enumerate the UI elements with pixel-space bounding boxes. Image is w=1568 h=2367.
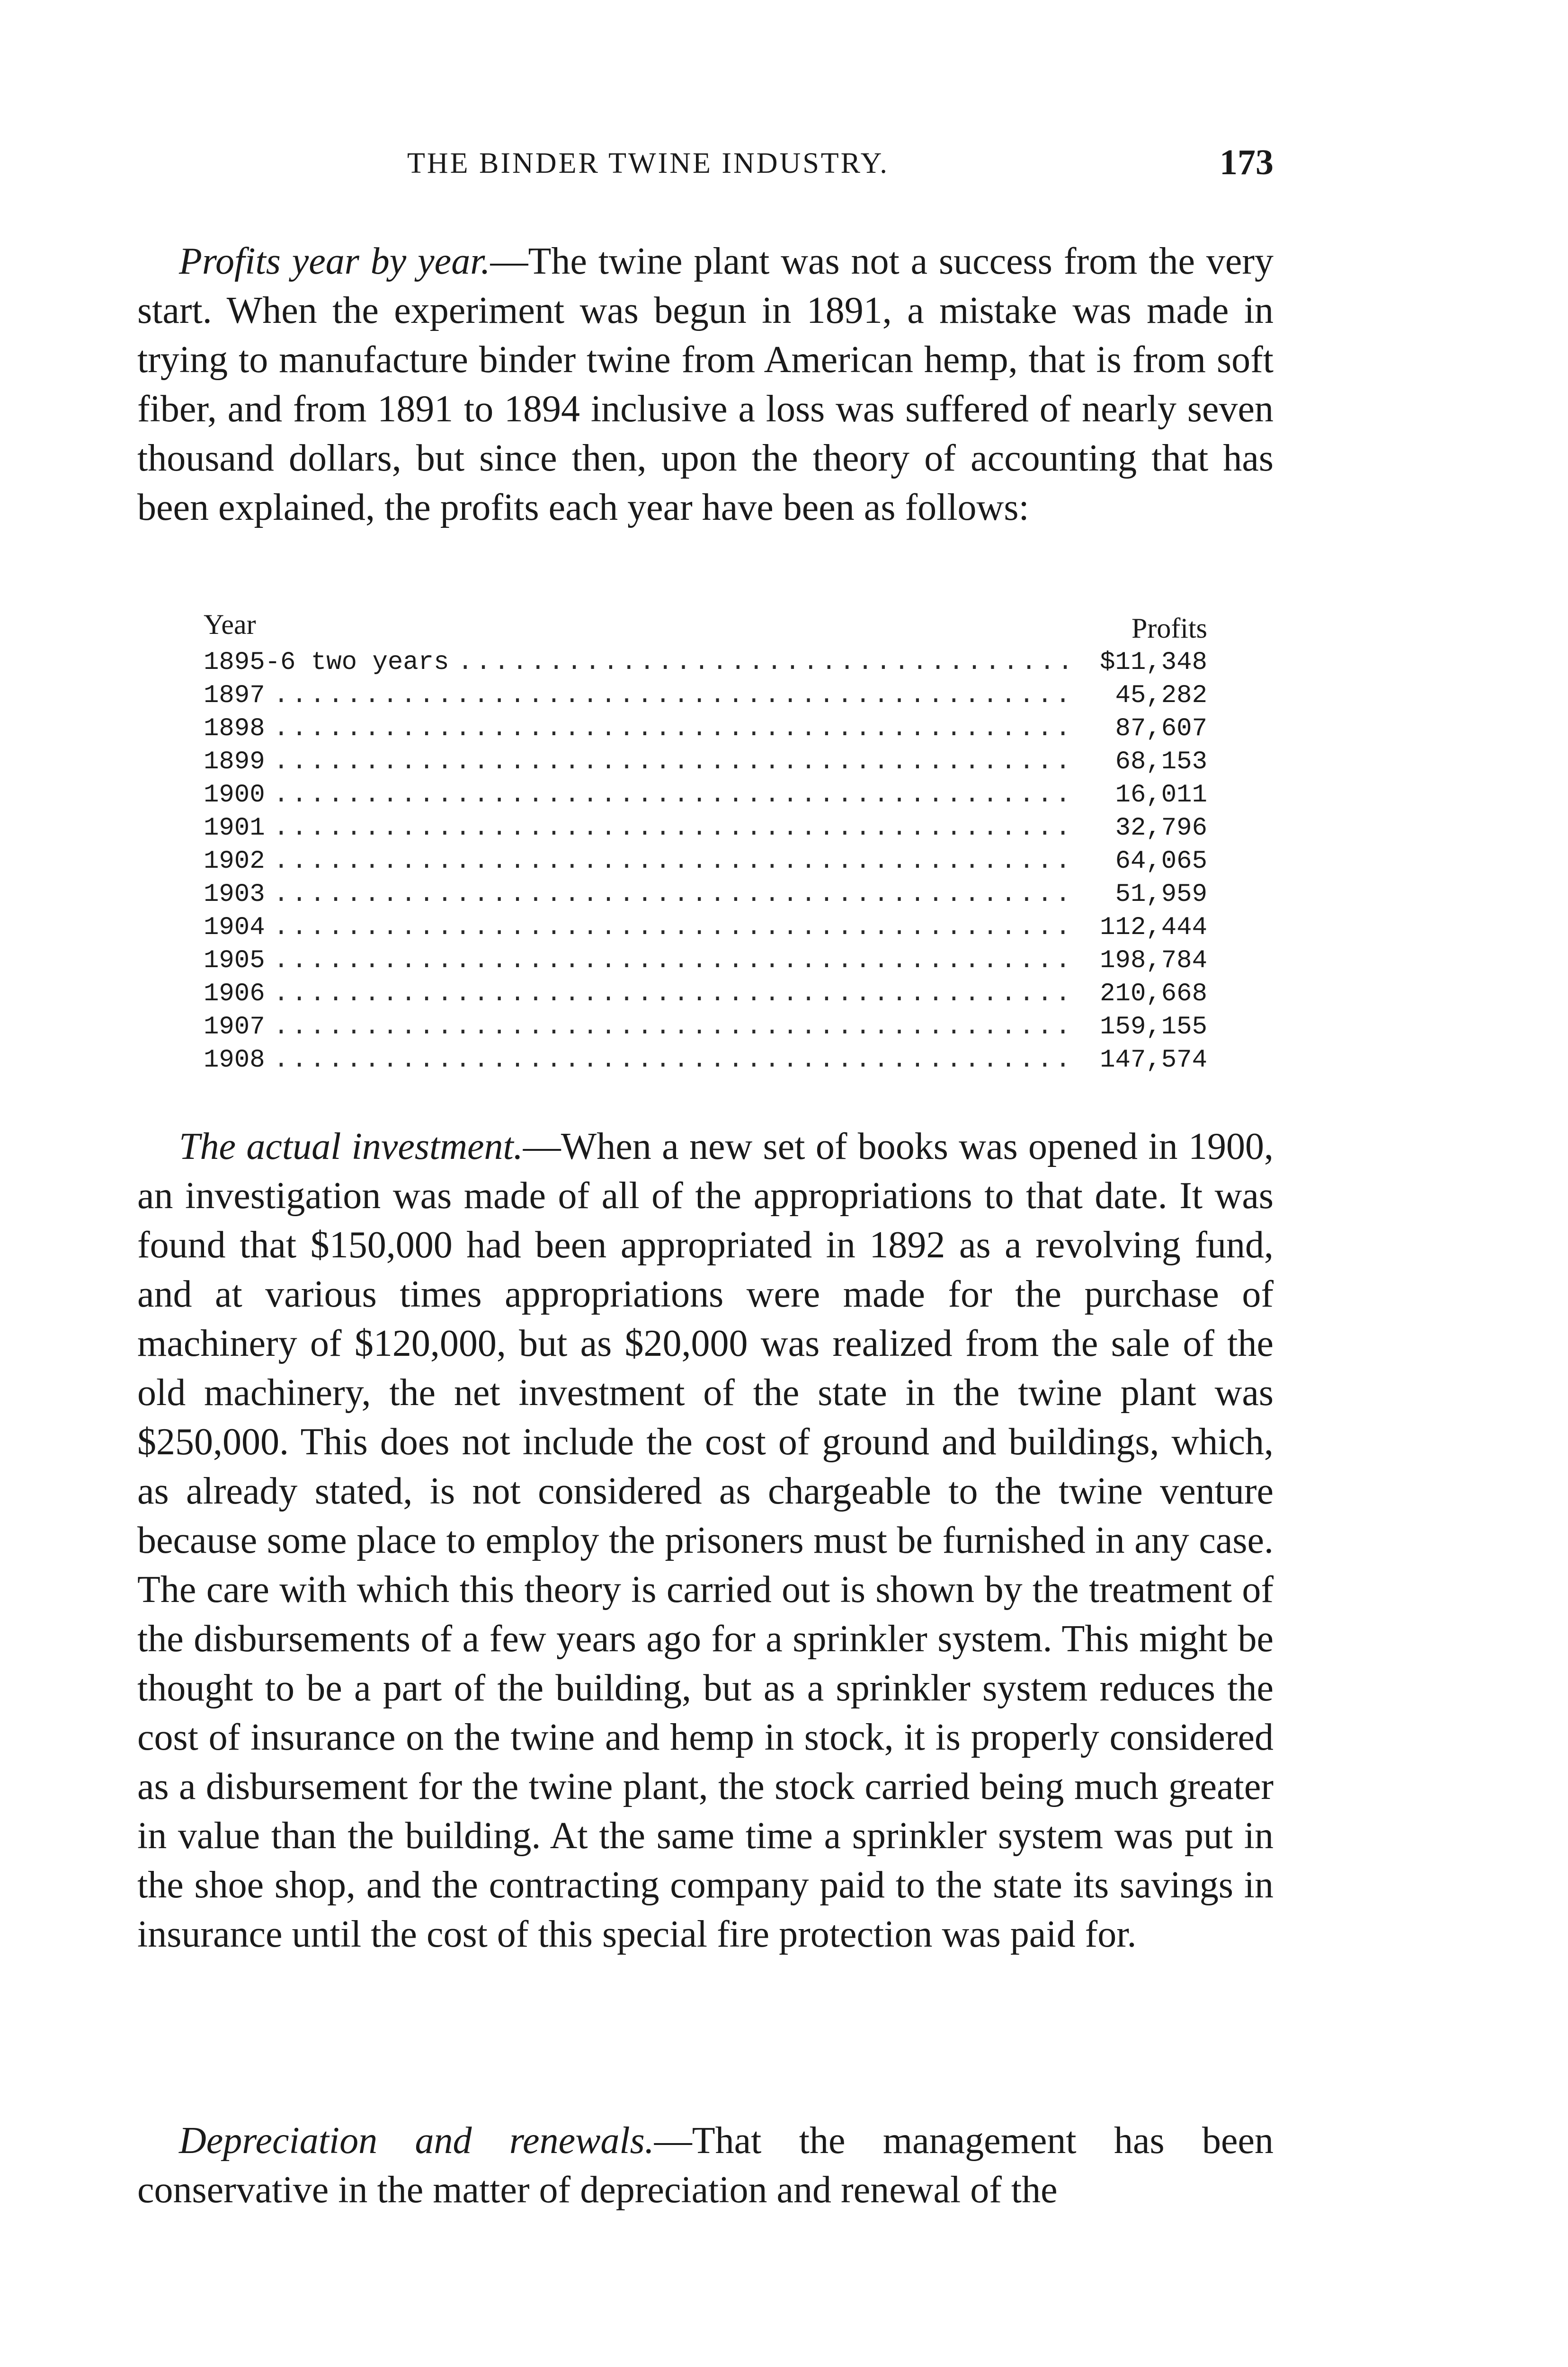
row-year: 1908 <box>204 1046 265 1075</box>
table-row <box>204 746 1207 779</box>
paragraph-text: —That the management has been conservative in the matter of depreciation and renewal of the <box>137 2120 1274 2211</box>
row-year: 1902 <box>204 847 265 876</box>
paragraph-text: —The twine plant was not a success from the very start. When the experiment was begun in 1891, a mistake was made in trying to manufacture binder twine from American hemp, that is from soft fiber, and from 1891 to 1894 inclusive a loss was suffered of nearly seven thousand dollars, but since then, upon the theory of accounting that has been explained, the profits each year have been as follows: <box>137 240 1274 528</box>
page-number: 173 <box>1220 142 1274 182</box>
column-header-profits: Profits <box>1131 613 1207 644</box>
dot-leader <box>274 911 1073 944</box>
dot-leader <box>274 746 1073 779</box>
paragraph-lead: The actual investment. <box>179 1126 523 1167</box>
paragraph-text: —When a new set of books was opened in 1900, an investigation was made of all of the appropriations to that date. It was found that $150,000 had been appropriated in 1892 as a revolving fund, and at various times appropriations were made for the purchase of machinery of $120,000, but as $20,000 was realized from the sale of the old machinery, the net investment of the state in the twine plant was $250,000. This does not include the cost of ground and buildings, which, as already stated, is not considered as chargeable to the twine venture because some place to employ the prisoners must be furnished in any case. The care with which this theory is carried out is shown by the treatment of the disbursements of a few years ago for a sprinkler system. This might be thought to be a part of the building, but as a sprinkler system reduces the cost of insurance on the twine and hemp in stock, it is properly considered as a disbursement for the twine plant, the stock carried being much greater in value than the building. At the same time a sprinkler system was put in the shoe shop, and the contracting company paid to the state its savings in insurance until the cost of this special fire protection was paid for. <box>137 1126 1274 1955</box>
table-row <box>204 712 1207 746</box>
row-profit: 147,574 <box>1100 1046 1207 1075</box>
dot-leader <box>274 812 1073 845</box>
row-year: 1895-6 two years <box>204 648 449 677</box>
row-profit: 68,153 <box>1115 747 1207 776</box>
row-year: 1899 <box>204 747 265 776</box>
table-row <box>204 1044 1207 1077</box>
paragraph-lead: Depreciation and renewals. <box>179 2120 654 2162</box>
dot-leader <box>274 1044 1073 1077</box>
row-profit: $11,348 <box>1100 648 1207 677</box>
row-profit: 210,668 <box>1100 979 1207 1008</box>
table-row <box>204 944 1207 978</box>
column-header-year: Year <box>204 609 256 640</box>
table-row <box>204 679 1207 712</box>
paragraph-lead: Profits year by year. <box>179 240 490 282</box>
table-row <box>204 812 1207 845</box>
table-row <box>204 911 1207 944</box>
dot-leader <box>274 978 1073 1011</box>
row-year: 1901 <box>204 814 265 843</box>
table-header <box>204 608 1207 646</box>
row-year: 1904 <box>204 913 265 942</box>
row-year: 1906 <box>204 979 265 1008</box>
row-profit: 159,155 <box>1100 1013 1207 1041</box>
row-profit: 45,282 <box>1115 681 1207 710</box>
row-year: 1900 <box>204 781 265 810</box>
table-row <box>204 779 1207 812</box>
row-profit: 112,444 <box>1100 913 1207 942</box>
row-profit: 198,784 <box>1100 946 1207 975</box>
paragraph-profits <box>137 237 1274 532</box>
dot-leader <box>274 1011 1073 1044</box>
profits-table <box>204 608 1207 1077</box>
row-year: 1905 <box>204 946 265 975</box>
page-header <box>137 142 1274 199</box>
table-row <box>204 845 1207 878</box>
row-year: 1897 <box>204 681 265 710</box>
dot-leader <box>274 679 1073 712</box>
running-title: THE BINDER TWINE INDUSTRY. <box>407 147 889 179</box>
paragraph-investment <box>137 1122 1274 1959</box>
table-row <box>204 1011 1207 1044</box>
row-profit: 87,607 <box>1115 714 1207 743</box>
dot-leader <box>274 944 1073 978</box>
dot-leader <box>274 878 1073 911</box>
table-row <box>204 646 1207 679</box>
row-profit: 51,959 <box>1115 880 1207 909</box>
dot-leader <box>457 646 1073 679</box>
row-profit: 64,065 <box>1115 847 1207 876</box>
row-year: 1907 <box>204 1013 265 1041</box>
row-year: 1903 <box>204 880 265 909</box>
row-profit: 32,796 <box>1115 814 1207 843</box>
dot-leader <box>274 845 1073 878</box>
row-profit: 16,011 <box>1115 781 1207 810</box>
table-row <box>204 978 1207 1011</box>
paragraph-depreciation <box>137 2116 1274 2215</box>
row-year: 1898 <box>204 714 265 743</box>
dot-leader <box>274 779 1073 812</box>
table-row <box>204 878 1207 911</box>
dot-leader <box>274 712 1073 746</box>
